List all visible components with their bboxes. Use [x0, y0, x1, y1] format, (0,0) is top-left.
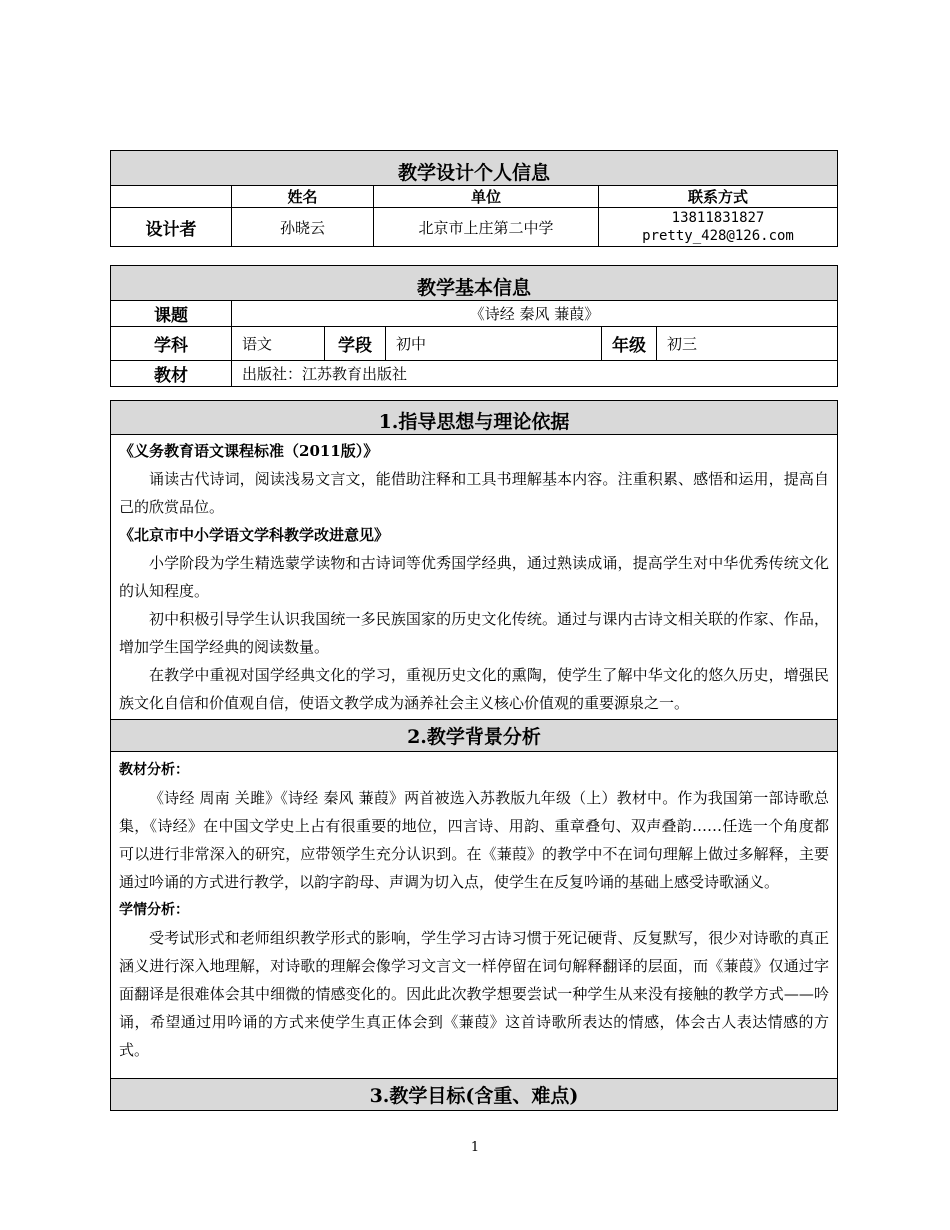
col-unit-header: 单位 — [374, 186, 599, 208]
col-contact-header: 联系方式 — [599, 186, 838, 208]
ref2-paragraph-1: 小学阶段为学生精选蒙学读物和古诗词等优秀国学经典，通过熟读成诵，提高学生对中华优秀传统文化的认知程度。 — [119, 554, 829, 600]
material-label: 教材 — [111, 361, 232, 387]
grade-value: 初三 — [657, 327, 838, 361]
designer-contact — [599, 208, 838, 247]
stage-label: 学段 — [325, 327, 386, 361]
designer-info-table — [110, 150, 838, 247]
topic-label: 课题 — [111, 301, 232, 327]
basic-table-title: 教学基本信息 — [111, 266, 838, 301]
basic-info-table — [110, 265, 838, 387]
subject-label: 学科 — [111, 327, 232, 361]
col-name-header: 姓名 — [232, 186, 374, 208]
ref2-paragraph-2: 初中积极引导学生认识我国统一多民族国家的历史文化传统。通过与课内古诗文相关联的作家、作品，增加学生国学经典的阅读数量。 — [119, 610, 829, 656]
designer-header-blank — [111, 186, 232, 208]
stage-value: 初中 — [386, 327, 602, 361]
designer-email: pretty_428@126.com — [642, 228, 794, 244]
designer-unit: 北京市上庄第二中学 — [374, 208, 599, 247]
section2-body — [111, 752, 838, 1079]
sections-table — [110, 400, 838, 1111]
topic-value: 《诗经 秦风 蒹葭》 — [232, 301, 838, 327]
section1-title: 1.指导思想与理论依据 — [111, 401, 838, 435]
material-analysis-heading: 教材分析： — [119, 762, 189, 778]
designer-phone: 13811831827 — [671, 210, 765, 226]
section3-title: 3.教学目标(含重、难点) — [111, 1079, 838, 1111]
ref1-title: 《义务教育语文课程标准（2011版）》 — [119, 442, 379, 460]
student-analysis-paragraph: 受考试形式和老师组织教学形式的影响，学生学习古诗习惯于死记硬背、反复默写，很少对诗歌的真正涵义进行深入地理解，对诗歌的理解会像学习文言文一样停留在词句解释翻译的层面，而《蒹葭》仅通过字面翻译是很难体会其中细微的情感变化的。因此此次教学想要尝试一种学生从来没有接触的教学方式——吟诵，希望通过用吟诵的方式来使学生真正体会到《蒹葭》这首诗歌所表达的情感，体会古人表达情感的方式。 — [119, 929, 829, 1059]
designer-table-title: 教学设计个人信息 — [111, 151, 838, 186]
ref1-paragraph: 诵读古代诗词，阅读浅易文言文，能借助注释和工具书理解基本内容。注重积累、感悟和运用，提高自己的欣赏品位。 — [119, 470, 829, 516]
designer-row-label: 设计者 — [111, 208, 232, 247]
subject-value: 语文 — [232, 327, 325, 361]
student-analysis-heading: 学情分析： — [119, 902, 189, 918]
ref2-title: 《北京市中小学语文学科教学改进意见》 — [119, 526, 390, 544]
grade-label: 年级 — [602, 327, 657, 361]
material-value: 出版社：江苏教育出版社 — [232, 361, 838, 387]
section1-body — [111, 435, 838, 720]
page-number: 1 — [470, 1140, 480, 1155]
designer-name: 孙晓云 — [232, 208, 374, 247]
ref2-paragraph-3: 在教学中重视对国学经典文化的学习，重视历史文化的熏陶，使学生了解中华文化的悠久历史，增强民族文化自信和价值观自信，使语文教学成为涵养社会主义核心价值观的重要源泉之一。 — [119, 666, 829, 712]
material-analysis-paragraph: 《诗经 周南 关雎》《诗经 秦风 蒹葭》两首被选入苏教版九年级（上）教材中。作为我国第一部诗歌总集，《诗经》在中国文学史上占有很重要的地位，四言诗、用韵、重章叠句、双声叠韵……任选一个角度都可以进行非常深入的研究，应带领学生充分认识到。在《蒹葭》的教学中不在词句理解上做过多解释，主要通过吟诵的方式进行教学，以韵字韵母、声调为切入点，使学生在反复吟诵的基础上感受诗歌涵义。 — [119, 789, 829, 891]
section2-title: 2.教学背景分析 — [111, 720, 838, 752]
